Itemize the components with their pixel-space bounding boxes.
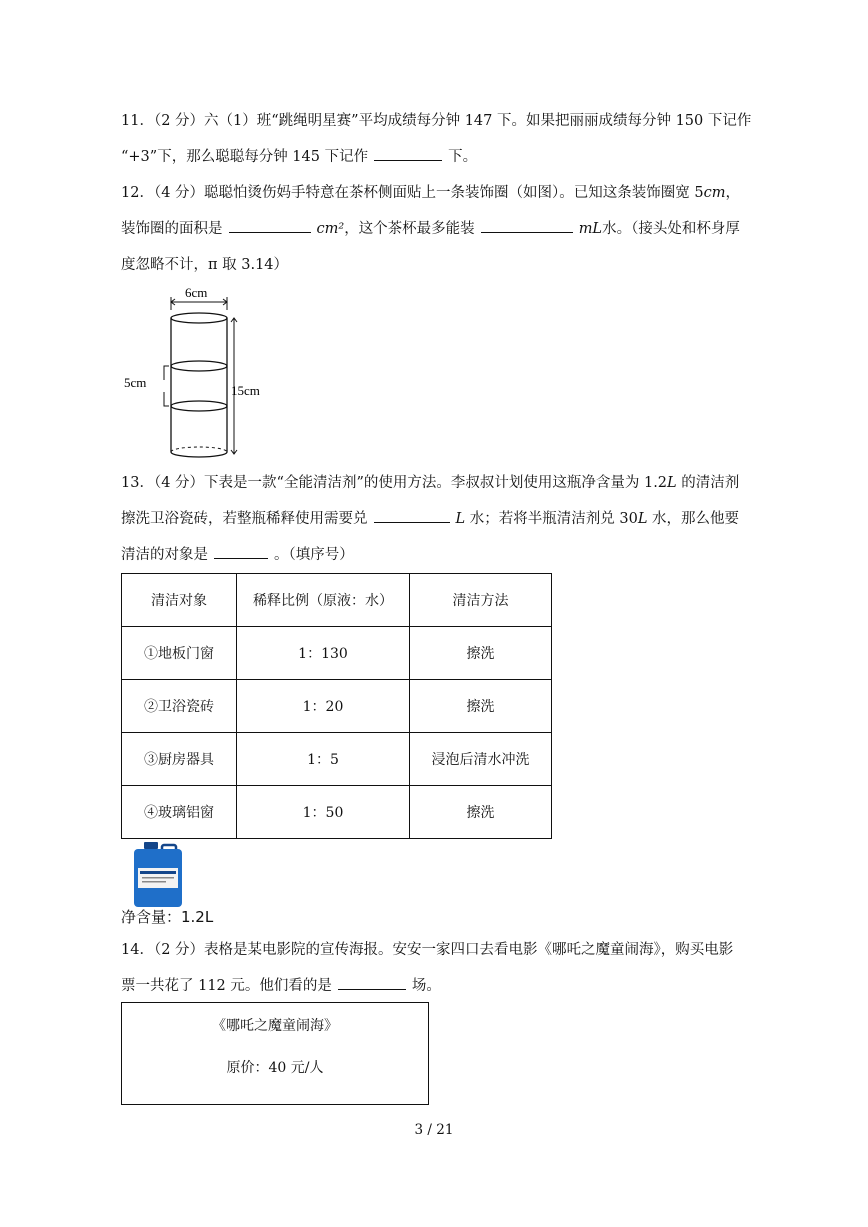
q14-text: 票一共花了 112 元。他们看的是 [121,978,332,994]
unit-cm2: cm² [316,221,345,237]
answer-blank-q11[interactable] [374,142,442,161]
table-row [122,680,552,733]
q12-line3: 度忽略不计，π 取 3.14） [121,257,289,273]
unit-l-2: L [455,511,466,527]
label-5cm: 5cm [124,375,147,390]
movie-poster [121,1002,429,1105]
q11-line2 [121,139,771,175]
table-cell: 1：5 [237,733,410,786]
cleaning-table [121,573,552,839]
table-header: 清洁对象 [122,574,237,627]
q12-text: 12．（4 分）聪聪怕烫伤妈手特意在茶杯侧面贴上一条装饰圈（如图）。已知这条装饰圈宽 5 [121,185,704,201]
table-header-row [122,574,552,627]
table-cell: 擦洗 [410,627,552,680]
table-row [122,733,552,786]
q11-text-end: 下。 [448,149,478,165]
table-cell: 1：130 [237,627,410,680]
unit-l-3: L [637,511,648,527]
unit-l: L [667,475,677,491]
label-15cm: 15cm [231,383,260,398]
answer-blank-q14[interactable] [338,971,406,990]
q12-text-area: 装饰圈的面积是 [121,221,223,237]
q13-line1 [121,465,771,501]
table-cell: 擦洗 [410,786,552,839]
q13-text-fill: 。（填序号） [274,547,354,563]
table-cell: ③厨房器具 [122,733,237,786]
q13-text-half: 水；若将半瓶清洁剂兑 30 [465,511,638,527]
table-cell: ①地板门窗 [122,627,237,680]
q12-text-volume: ，这个茶杯最多能装 [344,221,475,237]
answer-blank-q13-water[interactable] [374,504,450,523]
unit-ml: mL [578,221,603,237]
table-header: 稀释比例（原液：水） [237,574,410,627]
page-number: 3 / 21 [414,1122,454,1138]
q11-text: “+3”下，那么聪聪每分钟 145 下记作 [121,149,369,165]
answer-blank-q12-area[interactable] [229,214,311,233]
table-cell: ②卫浴瓷砖 [122,680,237,733]
poster-title: 《哪吒之魔童闹海》 [212,1018,338,1034]
question-13 [121,465,771,573]
cleaner-bottle-image [132,842,184,908]
bottle-caption: 净含量：1.2L [121,908,214,926]
q14-text-end: 场。 [411,978,441,994]
q12-line1 [121,175,771,211]
q13-text-cont: 的清洁剂 [676,475,740,491]
q14-line2 [121,968,771,1004]
question-12 [121,175,771,283]
q13-text-end: 水，那么他要 [647,511,740,527]
q14-line1: 14．（2 分）表格是某电影院的宣传海报。安安一家四口去看电影《哪吒之魔童闹海》，购买电影 [121,942,734,958]
q12-comma: ， [725,185,740,201]
table-cell: 擦洗 [410,680,552,733]
poster-price: 原价：40 元/人 [226,1060,324,1076]
question-11 [121,103,771,175]
q13-line3 [121,537,771,573]
q11-line1: 11．（2 分）六（1）班“跳绳明星赛”平均成绩每分钟 147 下。如果把丽丽成绩每分钟 150 下记作 [121,113,752,129]
label-6cm: 6cm [185,285,208,300]
question-14 [121,932,771,1004]
answer-blank-q12-volume[interactable] [481,214,573,233]
table-row [122,786,552,839]
table-cell: ④玻璃铝窗 [122,786,237,839]
table-row [122,627,552,680]
unit-cm: cm [703,185,726,201]
q12-line2 [121,211,771,247]
table-header: 清洁方法 [410,574,552,627]
q13-line2 [121,501,771,537]
table-cell: 1：20 [237,680,410,733]
table-cell: 1：50 [237,786,410,839]
table-cell: 浸泡后清水冲洗 [410,733,552,786]
answer-blank-q13-object[interactable] [214,540,268,559]
q12-text-end: 水。（接头处和杯身厚 [602,221,740,237]
q13-text-water: 擦洗卫浴瓷砖，若整瓶稀释使用需要兑 [121,511,368,527]
cup-figure [121,282,281,462]
q13-text-object: 清洁的对象是 [121,547,208,563]
q13-text: 13．（4 分）下表是一款“全能清洁剂”的使用方法。李叔叔计划使用这瓶净含量为 1.2 [121,475,668,491]
